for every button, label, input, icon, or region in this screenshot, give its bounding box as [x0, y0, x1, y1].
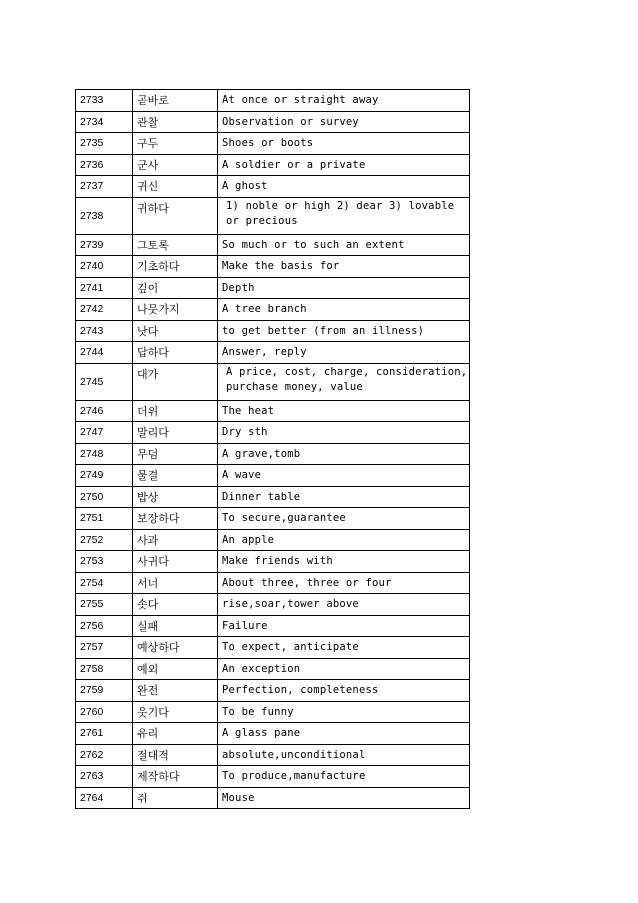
entry-number: 2740 — [76, 256, 133, 278]
english-meaning: Dinner table — [218, 486, 470, 508]
entry-number: 2736 — [76, 154, 133, 176]
english-meaning: At once or straight away — [218, 90, 470, 112]
korean-word: 기초하다 — [133, 256, 218, 278]
entry-number: 2734 — [76, 111, 133, 133]
entry-number: 2758 — [76, 658, 133, 680]
korean-word: 답하다 — [133, 342, 218, 364]
table-row — [76, 766, 470, 788]
korean-word: 실패 — [133, 615, 218, 637]
table-row — [76, 176, 470, 198]
korean-word: 서너 — [133, 572, 218, 594]
entry-number: 2753 — [76, 551, 133, 573]
korean-word: 대가 — [133, 363, 218, 400]
english-meaning: to get better (from an illness) — [218, 320, 470, 342]
table-row — [76, 615, 470, 637]
korean-word: 곧바로 — [133, 90, 218, 112]
english-meaning: Make the basis for — [218, 256, 470, 278]
english-meaning: Perfection, completeness — [218, 680, 470, 702]
korean-word: 귀신 — [133, 176, 218, 198]
table-row — [76, 572, 470, 594]
table-row — [76, 486, 470, 508]
english-meaning: To expect, anticipate — [218, 637, 470, 659]
english-meaning: A soldier or a private — [218, 154, 470, 176]
korean-word: 보장하다 — [133, 508, 218, 530]
entry-number: 2745 — [76, 363, 133, 400]
entry-number: 2757 — [76, 637, 133, 659]
table-row — [76, 787, 470, 809]
entry-number: 2748 — [76, 443, 133, 465]
table-row — [76, 723, 470, 745]
table-row — [76, 154, 470, 176]
entry-number: 2749 — [76, 465, 133, 487]
table-row — [76, 256, 470, 278]
korean-word: 무덤 — [133, 443, 218, 465]
table-row — [76, 551, 470, 573]
table-row — [76, 234, 470, 256]
korean-word: 제작하다 — [133, 766, 218, 788]
english-meaning: Answer, reply — [218, 342, 470, 364]
korean-word: 절대적 — [133, 744, 218, 766]
table-row — [76, 90, 470, 112]
korean-word: 사귀다 — [133, 551, 218, 573]
korean-word: 구두 — [133, 133, 218, 155]
english-meaning: To produce,manufacture — [218, 766, 470, 788]
english-meaning: A price, cost, charge, consideration, purchase money, value — [218, 363, 470, 400]
table-row — [76, 508, 470, 530]
table-row — [76, 680, 470, 702]
korean-word: 예상하다 — [133, 637, 218, 659]
entry-number: 2743 — [76, 320, 133, 342]
english-meaning: Mouse — [218, 787, 470, 809]
korean-word: 완전 — [133, 680, 218, 702]
korean-word: 말리다 — [133, 422, 218, 444]
entry-number: 2762 — [76, 744, 133, 766]
entry-number: 2756 — [76, 615, 133, 637]
table-row — [76, 299, 470, 321]
korean-word: 더위 — [133, 400, 218, 422]
english-meaning: An exception — [218, 658, 470, 680]
english-meaning: An apple — [218, 529, 470, 551]
entry-number: 2759 — [76, 680, 133, 702]
table-row — [76, 277, 470, 299]
korean-word: 예외 — [133, 658, 218, 680]
entry-number: 2746 — [76, 400, 133, 422]
english-meaning: To be funny — [218, 701, 470, 723]
table-row — [76, 197, 470, 234]
table-row — [76, 133, 470, 155]
english-meaning: Make friends with — [218, 551, 470, 573]
english-meaning: rise,soar,tower above — [218, 594, 470, 616]
table-row — [76, 594, 470, 616]
korean-word: 군사 — [133, 154, 218, 176]
english-meaning: Dry sth — [218, 422, 470, 444]
english-meaning: Shoes or boots — [218, 133, 470, 155]
table-row — [76, 400, 470, 422]
table-row — [76, 744, 470, 766]
table-row — [76, 422, 470, 444]
english-meaning: The heat — [218, 400, 470, 422]
entry-number: 2750 — [76, 486, 133, 508]
korean-word: 밥상 — [133, 486, 218, 508]
table-row — [76, 701, 470, 723]
entry-number: 2754 — [76, 572, 133, 594]
english-meaning: To secure,guarantee — [218, 508, 470, 530]
entry-number: 2761 — [76, 723, 133, 745]
english-meaning: A grave,tomb — [218, 443, 470, 465]
english-meaning: A wave — [218, 465, 470, 487]
entry-number: 2755 — [76, 594, 133, 616]
entry-number: 2739 — [76, 234, 133, 256]
korean-word: 유리 — [133, 723, 218, 745]
korean-word: 웃기다 — [133, 701, 218, 723]
table-row — [76, 637, 470, 659]
entry-number: 2751 — [76, 508, 133, 530]
korean-word: 낫다 — [133, 320, 218, 342]
entry-number: 2752 — [76, 529, 133, 551]
korean-word: 물결 — [133, 465, 218, 487]
korean-word: 귀하다 — [133, 197, 218, 234]
entry-number: 2747 — [76, 422, 133, 444]
korean-word: 쥐 — [133, 787, 218, 809]
entry-number: 2737 — [76, 176, 133, 198]
table-row — [76, 529, 470, 551]
table-row — [76, 465, 470, 487]
english-meaning: A tree branch — [218, 299, 470, 321]
english-meaning: So much or to such an extent — [218, 234, 470, 256]
english-meaning: About three, three or four — [218, 572, 470, 594]
english-meaning: 1) noble or high 2) dear 3) lovable or precious — [218, 197, 470, 234]
table-row — [76, 111, 470, 133]
english-meaning: Failure — [218, 615, 470, 637]
entry-number: 2760 — [76, 701, 133, 723]
entry-number: 2733 — [76, 90, 133, 112]
korean-word: 깊이 — [133, 277, 218, 299]
english-meaning: A glass pane — [218, 723, 470, 745]
table-row — [76, 320, 470, 342]
korean-word: 나뭇가지 — [133, 299, 218, 321]
english-meaning: Depth — [218, 277, 470, 299]
table-row — [76, 363, 470, 400]
table-row — [76, 658, 470, 680]
entry-number: 2744 — [76, 342, 133, 364]
vocabulary-table — [75, 89, 470, 809]
korean-word: 사과 — [133, 529, 218, 551]
entry-number: 2738 — [76, 197, 133, 234]
korean-word: 관찰 — [133, 111, 218, 133]
entry-number: 2741 — [76, 277, 133, 299]
table-row — [76, 443, 470, 465]
english-meaning: absolute,unconditional — [218, 744, 470, 766]
english-meaning: Observation or survey — [218, 111, 470, 133]
korean-word: 그토록 — [133, 234, 218, 256]
entry-number: 2763 — [76, 766, 133, 788]
entry-number: 2742 — [76, 299, 133, 321]
entry-number: 2735 — [76, 133, 133, 155]
korean-word: 솟다 — [133, 594, 218, 616]
english-meaning: A ghost — [218, 176, 470, 198]
table-row — [76, 342, 470, 364]
entry-number: 2764 — [76, 787, 133, 809]
